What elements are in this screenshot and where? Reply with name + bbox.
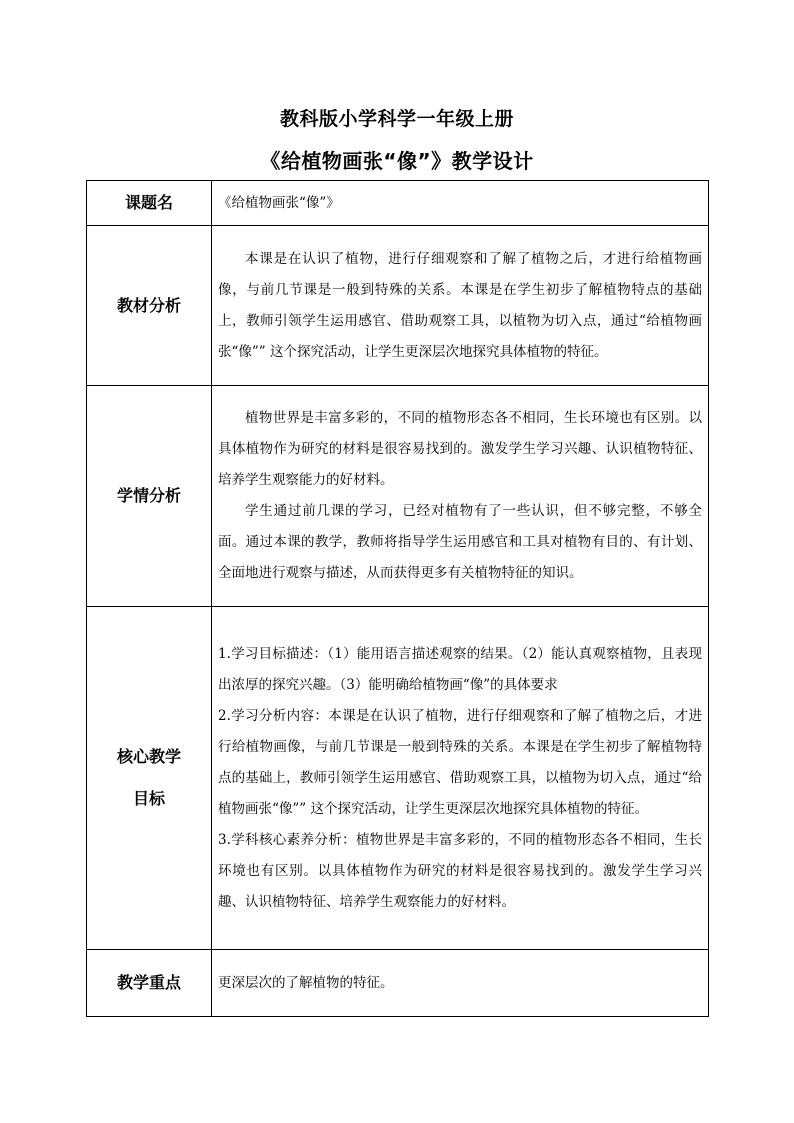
topic-value (212, 181, 709, 226)
lesson-plan-table (86, 180, 709, 1017)
core-goal-item: 3.学科核心素养分析：植物世界是丰富多彩的，不同的植物形态各不相同，生长环境也有区别。以具体植物作为研究的材料是很容易找到的。激发学生学习兴趣、认识植物特征、培养学生观察能力的好材料。 (218, 831, 702, 910)
core-goal-item: 1.学习目标描述：（1）能用语言描述观察的结果。（2）能认真观察植物，且表现出浓厚的探究兴趣。（3）能明确给植物画“像”的具体要求 (218, 645, 702, 693)
table-row-learner-analysis (87, 386, 709, 607)
table-row-textbook-analysis (87, 226, 709, 386)
table-row-key-point (87, 950, 709, 1017)
textbook-analysis-paragraph: 本课是在认识了植物，进行仔细观察和了解了植物之后，才进行给植物画像，与前几节课是一般到特殊的关系。本课是在学生初步了解植物特点的基础上，教师引领学生运用感官、借助观察工具，以植物为切入点，通过“给植物画张“像”” 这个探究活动，让学生更深层次地探究具体植物的特征。 (218, 250, 702, 360)
core-goals-label-line: 核心教学 (116, 747, 181, 766)
document-subtitle: 《给植物画张“像”》教学设计 (260, 149, 534, 173)
textbook-analysis-label: 教材分析 (87, 226, 212, 386)
table-row-core-goals (87, 607, 709, 950)
topic-label: 课题名 (87, 181, 212, 226)
core-goals-label (87, 607, 212, 950)
key-point-text: 更深层次的了解植物的特征。 (218, 974, 394, 991)
key-point-label: 教学重点 (87, 950, 212, 1017)
textbook-analysis-content (212, 226, 709, 386)
learner-analysis-paragraph: 植物世界是丰富多彩的，不同的植物形态各不相同，生长环境也有区别。以具体植物作为研究的材料是很容易找到的。激发学生学习兴趣、认识植物特征、培养学生观察能力的好材料。 (218, 410, 702, 488)
learner-analysis-content (212, 386, 709, 607)
key-point-value (212, 950, 709, 1017)
learner-analysis-paragraph: 学生通过前几课的学习，已经对植物有了一些认识，但不够完整，不够全面。通过本课的教学，教师将指导学生运用感官和工具对植物有目的、有计划、全面地进行观察与描述，从而获得更多有关植物特征的知识。 (218, 503, 702, 581)
core-goals-content (212, 607, 709, 950)
core-goals-label-line: 目标 (132, 789, 165, 808)
core-goal-item: 2.学习分析内容：本课是在认识了植物，进行仔细观察和了解了植物之后，才进行给植物画像，与前几节课是一般到特殊的关系。本课是在学生初步了解植物特点的基础上，教师引领学生运用感官、借助观察工具，以植物为切入点，通过“给植物画张“像”” 这个探究活动，让学生更深层次地探究具体植物的特征。 (218, 707, 702, 817)
topic-text: 《给植物画张“像”》 (218, 194, 340, 211)
table-row-topic (87, 181, 709, 226)
learner-analysis-label: 学情分析 (87, 386, 212, 607)
document-title: 教科版小学科学一年级上册 (279, 108, 514, 130)
